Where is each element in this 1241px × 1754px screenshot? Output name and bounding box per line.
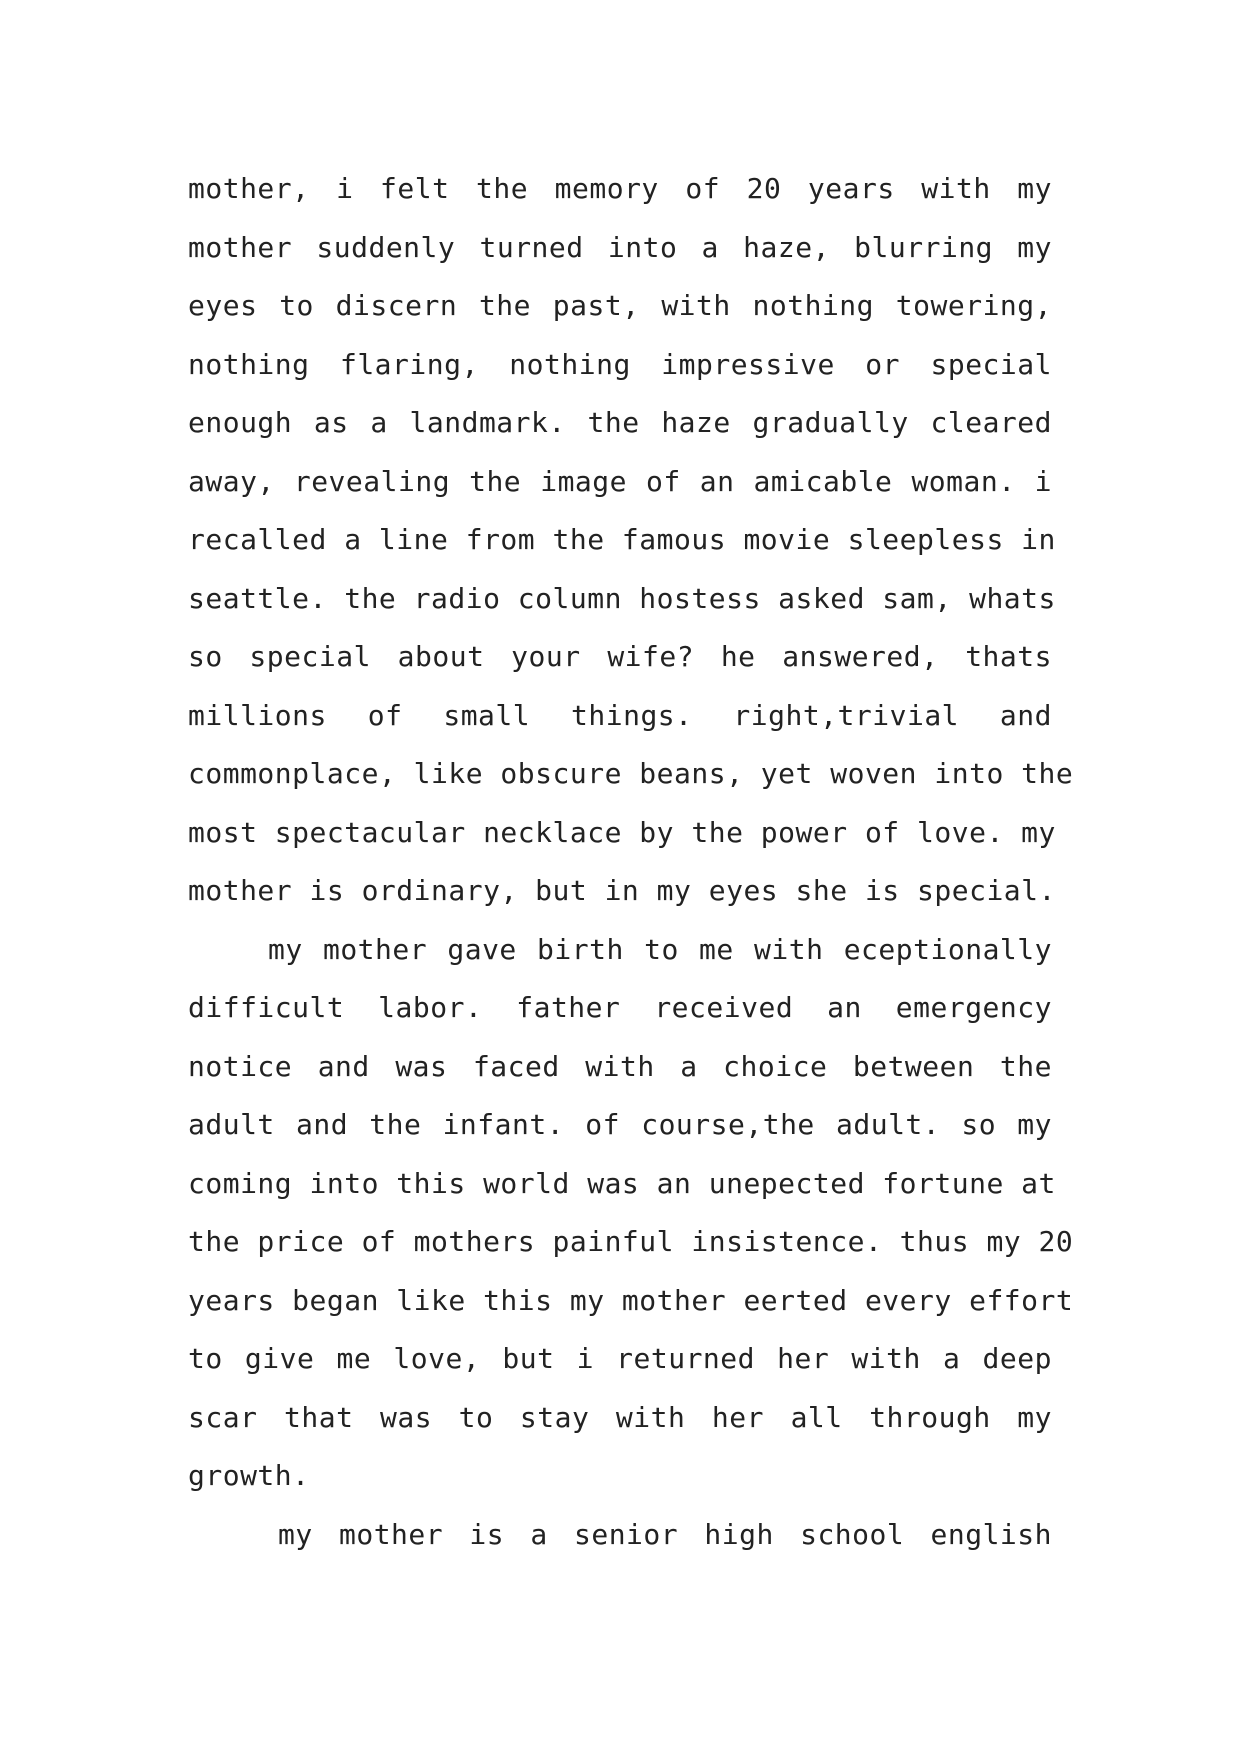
- text-line: millions of small things. right,trivial and: [188, 698, 1052, 732]
- text-line: mother is ordinary, but in my eyes she is special.: [188, 874, 1056, 907]
- text-line: commonplace, like obscure beans, yet woven into the: [188, 757, 1074, 790]
- text-line: growth.: [188, 1459, 310, 1492]
- text-line: scar that was to stay with her all through my: [188, 1400, 1052, 1434]
- text-line: most spectacular necklace by the power of love. my: [188, 815, 1056, 849]
- text-line: my mother gave birth to me with eceptionally: [268, 932, 1052, 966]
- text-line: coming into this world was an unepected fortune at: [188, 1166, 1056, 1200]
- body-text: [188, 160, 1074, 1564]
- text-line: years began like this my mother eerted every effort: [188, 1283, 1074, 1317]
- text-line: recalled a line from the famous movie sleepless in: [188, 523, 1056, 556]
- text-line: notice and was faced with a choice between the: [188, 1049, 1052, 1083]
- text-line: nothing flaring, nothing impressive or special: [188, 347, 1052, 381]
- text-line: mother suddenly turned into a haze, blurring my: [188, 230, 1052, 264]
- text-line: seattle. the radio column hostess asked sam, whats: [188, 581, 1056, 615]
- text-line: my mother is a senior high school english: [278, 1517, 1052, 1551]
- text-line: eyes to discern the past, with nothing towering,: [188, 289, 1052, 322]
- text-line: the price of mothers painful insistence. thus my 20: [188, 1225, 1074, 1258]
- text-line: difficult labor. father received an emergency: [188, 991, 1052, 1024]
- text-line: adult and the infant. of course,the adult. so my: [188, 1108, 1052, 1141]
- text-line: to give me love, but i returned her with a deep: [188, 1342, 1052, 1375]
- text-line: so special about your wife? he answered, thats: [188, 640, 1052, 673]
- text-line: mother, i felt the memory of 20 years with my: [188, 172, 1052, 205]
- text-line: enough as a landmark. the haze gradually cleared: [188, 406, 1052, 439]
- text-line: away, revealing the image of an amicable woman. i: [188, 464, 1052, 498]
